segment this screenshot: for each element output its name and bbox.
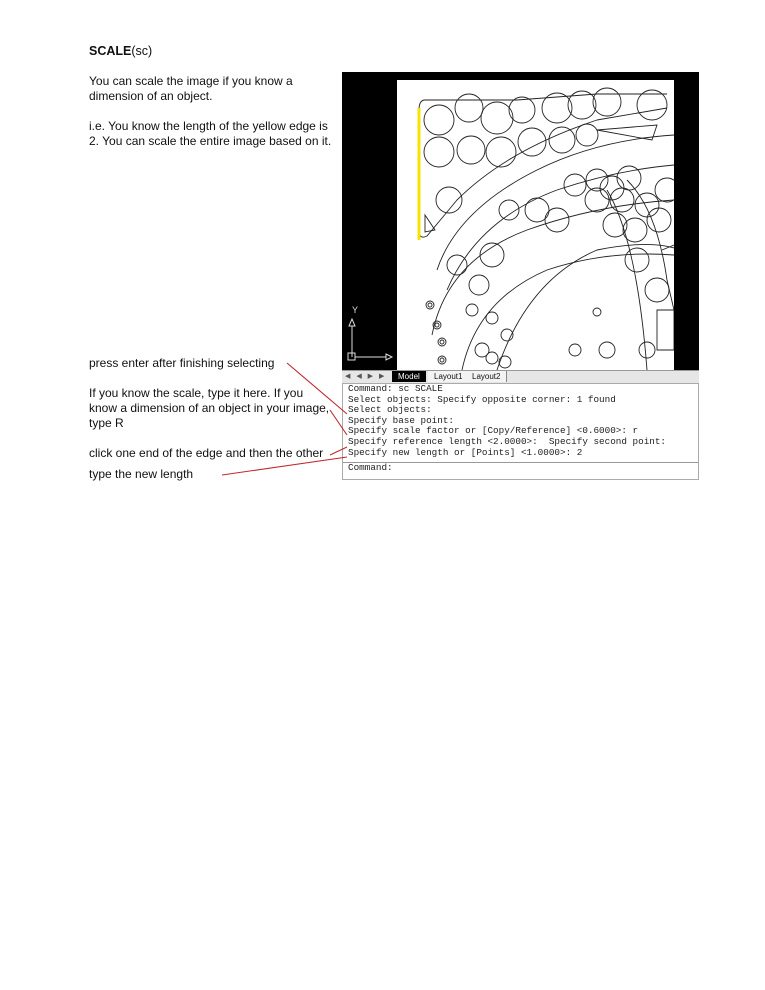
tab-layout1[interactable]: Layout1 [428,371,469,382]
note-scale-1: If you know the scale, type it here. If you [89,386,304,400]
layout-tabs [342,370,699,383]
tab-nav-arrows[interactable]: ◀ ◀ ▶ ▶ [345,373,387,380]
intro-line-3: i.e. You know the length of the yellow edge is [89,119,328,133]
svg-text:Y: Y [352,305,359,315]
note-scale-2: know a dimension of an object in your image, [89,401,330,415]
command-history-line: Select objects: Specify opposite corner: 1 found [348,393,616,405]
command-prompt[interactable]: Command: [348,462,393,474]
command-history-line: Specify scale factor or [Copy/Reference] <0.6000>: r [348,425,639,437]
note-new-length: type the new length [89,467,194,481]
command-history-line: Specify reference length <2.0000>: Specify second point: [348,435,667,447]
cad-drawing [397,80,674,370]
intro-line-2: dimension of an object. [89,89,213,103]
tab-model[interactable]: Model [392,371,426,382]
command-history-line: Select objects: [348,404,432,416]
command-history-line: Command: sc SCALE [348,383,443,394]
tab-layout2[interactable]: Layout2 [466,371,507,382]
cad-screenshot [342,72,699,480]
page-title: SCALE(sc) [89,44,153,58]
note-scale-3: type R [89,416,124,430]
ucs-icon [346,302,396,366]
intro-line-4: 2. You can scale the entire image based on it. [89,134,332,148]
note-press-enter: press enter after finishing selecting [89,356,275,370]
drawing-canvas[interactable] [397,80,674,370]
command-history-line: Specify new length or [Points] <1.0000>: 2 [348,446,583,458]
command-window[interactable] [342,383,699,480]
note-click-edge: click one end of the edge and then the other [89,446,324,460]
intro-line-1: You can scale the image if you know a [89,74,293,88]
command-history-line: Specify base point: [348,414,455,426]
